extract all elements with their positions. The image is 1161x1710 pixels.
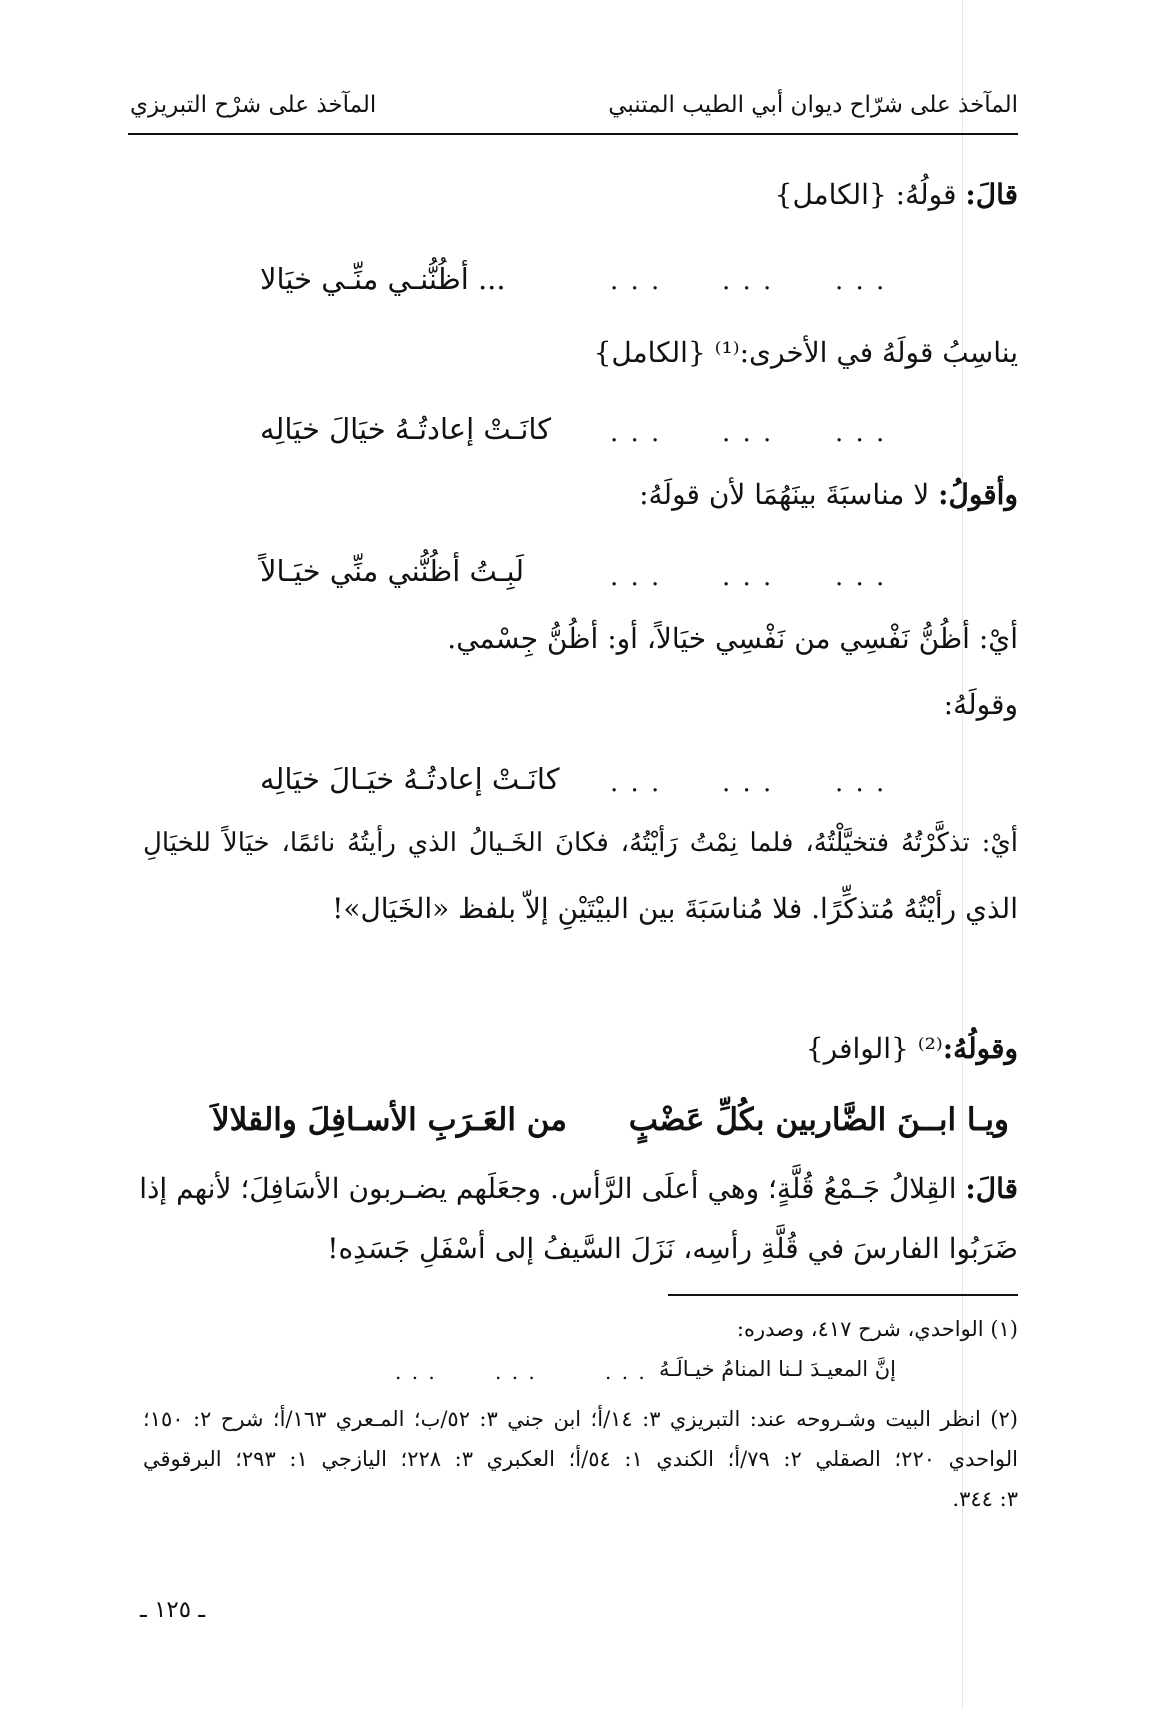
reply-line (639, 478, 1018, 511)
body-line: أيْ: تذكَّرْتُهُ فتخيَّلْتُهُ، فلما نِمْتُ رَأيْتُهُ، فكانَ الخَـيالُ الذي رأيتُهُ نائمًا، خيَالاً للخيَالِ (143, 828, 1018, 858)
body-line: وقولَهُ: (943, 688, 1018, 721)
reply-text: لا مناسبَةَ بينَهُمَا لأن قولَهُ: (639, 478, 939, 511)
running-header-left: المآخذ على شرْح التبريزي (130, 92, 377, 118)
ellipsis: . . . (835, 418, 887, 448)
ellipsis: . . . (610, 768, 662, 798)
body-line: الذي رأيْتُهُ مُتذكِّرًا. فلا مُناسَبَةَ بين البيْتَيْنِ إلاّ بلفظ «الخَيَال»! (332, 892, 1018, 925)
ellipsis: . . . (610, 562, 662, 592)
header-rule (128, 133, 1018, 135)
running-header-right: المآخذ على شرّاح ديوان أبي الطيب المتنبي (608, 92, 1018, 118)
intro-keyword: قالَ: (965, 178, 1018, 211)
intro-text: قولُهُ: {الكامل} (774, 178, 966, 211)
footnote-2-cont: ٣: ٣٤٤. (952, 1487, 1018, 1511)
ellipsis: . . . (835, 768, 887, 798)
footnote-1-verse: إنَّ المعيـدَ لـنا المنامُ خيـالَـهُ (658, 1357, 896, 1381)
verse-hemistich: كانَـتْ إعادتُـهُ خيَـالَ خيَالِه (260, 762, 560, 796)
body-line: يناسِبُ قولَهُ في الأخرى:⁽¹⁾ {الكامل} (593, 336, 1018, 369)
intro-text: ⁽²⁾ {الوافر} (805, 1032, 943, 1065)
ellipsis: . . . (722, 768, 774, 798)
reply-keyword: وأقولُ: (938, 478, 1018, 511)
page-number: ـ ١٢٥ ـ (140, 1597, 206, 1623)
verse-hemistich: كانَـتْ إعادتُـهُ خيَالَ خيَالِه (260, 412, 552, 446)
verse-second-hemistich: من العَـرَبِ الأسـافِلَ والقلالاَ (212, 1102, 567, 1138)
ellipsis: . . . (395, 1360, 437, 1384)
ellipsis: . . . (722, 418, 774, 448)
ellipsis: . . . (835, 562, 887, 592)
entry2-intro (806, 1032, 1018, 1065)
footnote-1: (١) الواحدي، شرح ٤١٧، وصدره: (736, 1317, 1018, 1341)
ellipsis: . . . (722, 266, 774, 296)
verse-hemistich: ... أظُنُّنـي منِّـي خيَالا (260, 262, 506, 296)
footnote-rule (668, 1294, 1018, 1296)
comment-keyword: قالَ: (965, 1172, 1018, 1205)
ellipsis: . . . (605, 1360, 647, 1384)
ellipsis: . . . (495, 1360, 537, 1384)
comment-line (139, 1172, 1018, 1205)
body-line: أيْ: أظُنُّ نَفْسِي من نَفْسِي خيَالاً، أو: أظُنُّ جِسْمي. (447, 622, 1018, 655)
intro-keyword: وقولُهُ: (942, 1032, 1018, 1065)
entry1-intro (775, 178, 1018, 211)
footnote-2: (٢) انظر البيت وشـروحه عند: التبريزي ٣: ١٤/أ؛ ابن جني ٣: ٥٢/ب؛ المـعري ١٦٣/أ؛ شرح ٢: ١٥٠؛ (143, 1407, 1018, 1431)
ellipsis: . . . (610, 266, 662, 296)
ellipsis: . . . (835, 266, 887, 296)
body-line: ضَرَبُوا الفارسَ في قُلَّةِ رأسِه، نَزَلَ السَّيفُ إلى أسْفَلِ جَسَدِه! (327, 1232, 1018, 1265)
verse-hemistich: لَبِـتُ أظُنُّني منِّي خيَـالاً (260, 554, 525, 588)
verse-first-hemistich: ويـا ابــنَ الضَّاربين بكُلِّ عَضْبٍ (628, 1102, 1009, 1138)
comment-text: القِلالُ جَـمْعُ قُلَّةٍ؛ وهي أعلَى الرَّأس. وجعَلَهم يضـربون الأسَافِلَ؛ لأنهم إذا (139, 1172, 966, 1205)
ellipsis: . . . (610, 418, 662, 448)
ellipsis: . . . (722, 562, 774, 592)
footnote-2-cont: الواحدي ٢٢٠؛ الصقلي ٢: ٧٩/أ؛ الكندي ١: ٥٤/أ؛ العكبري ٣: ٢٢٨؛ اليازجي ١: ٢٩٣؛ البرقوقي (143, 1447, 1018, 1471)
